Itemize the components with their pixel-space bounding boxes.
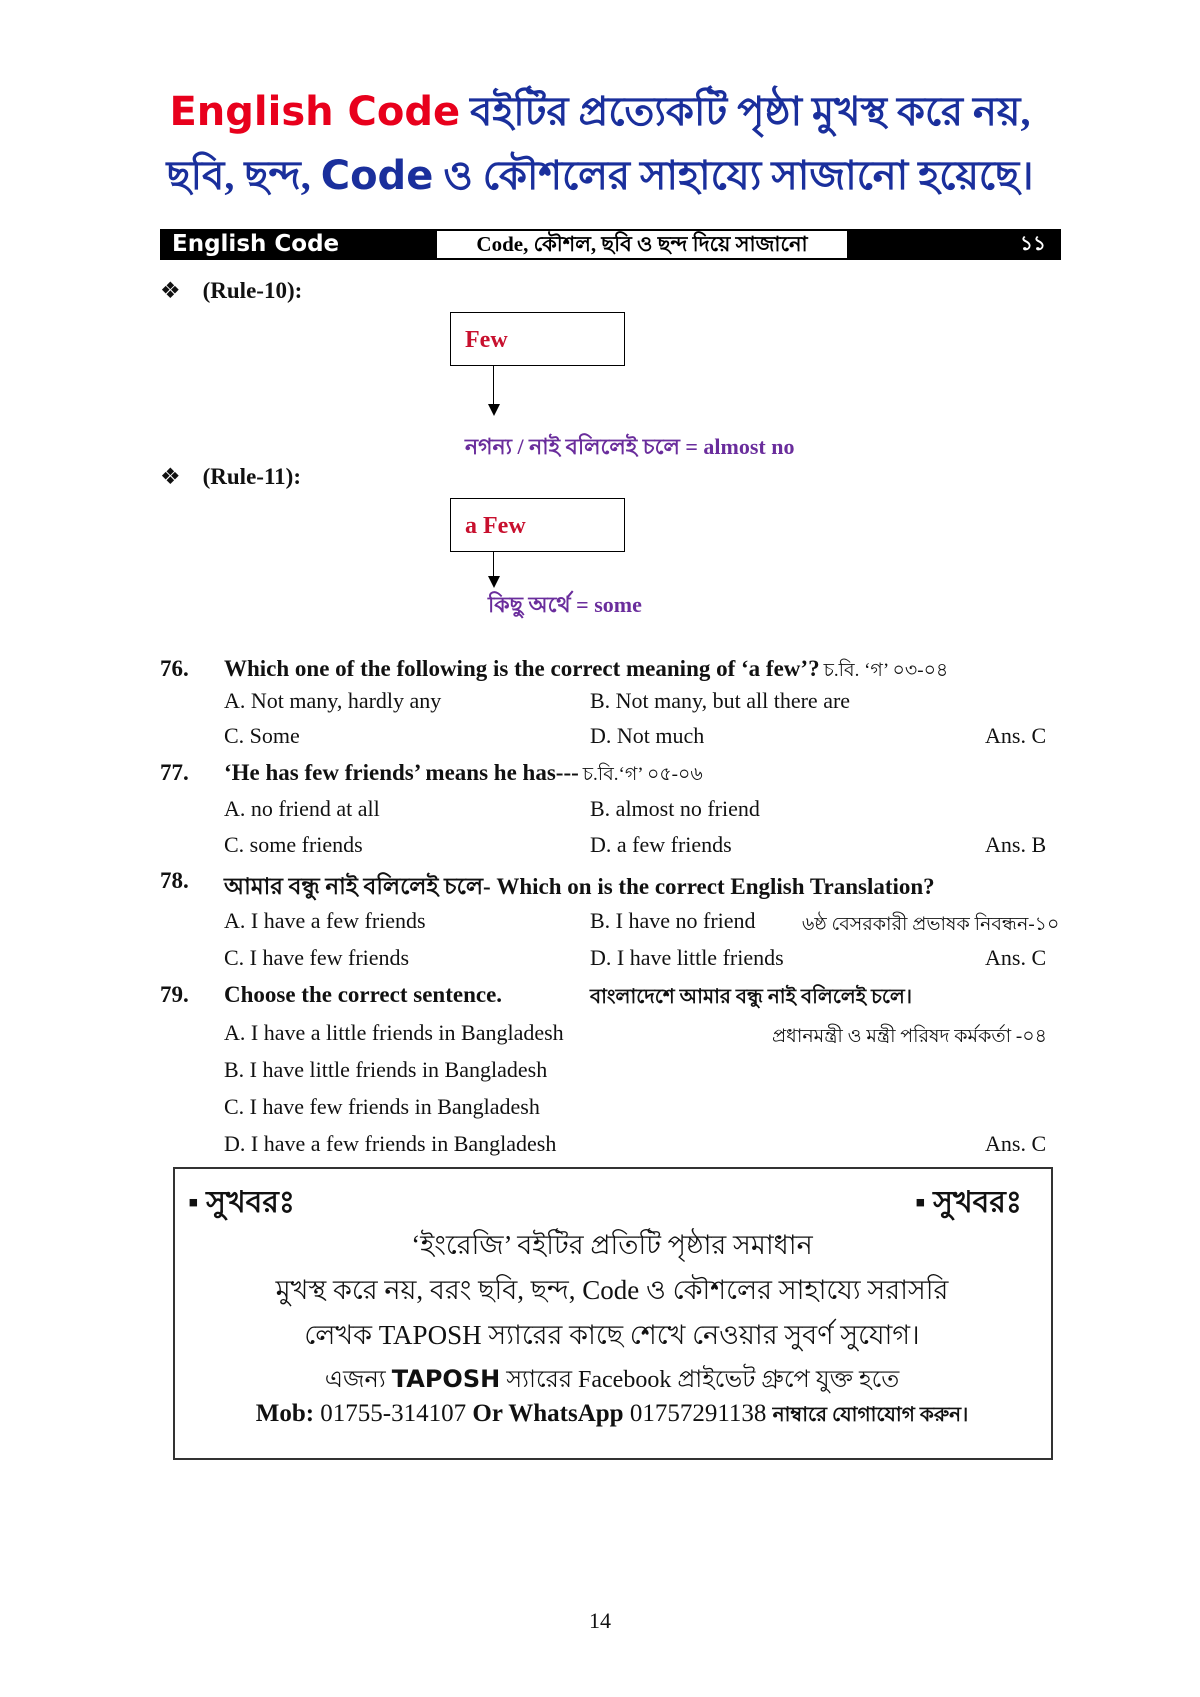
mobile-number: 01755-314107 bbox=[320, 1400, 467, 1427]
headline-line-2-a: ছবি, ছন্দ, bbox=[166, 153, 311, 198]
question-77-option-b: B. almost no friend bbox=[590, 796, 760, 821]
question-77-stem bbox=[224, 760, 703, 792]
headline-line-1 bbox=[0, 80, 1200, 147]
question-77-number: 77. bbox=[160, 760, 189, 785]
question-76-text: Which one of the following is the correct meaning of ‘a few’? bbox=[224, 656, 820, 681]
question-77-option-c: C. some friends bbox=[224, 832, 363, 857]
rule-11-label: (Rule-11): bbox=[202, 464, 301, 489]
question-76-stem bbox=[224, 656, 948, 688]
question-78-option-b: B. I have no friend bbox=[590, 908, 756, 933]
rule-10-box-text: Few bbox=[465, 327, 508, 353]
question-79-option-d: D. I have a few friends in Bangladesh bbox=[224, 1131, 557, 1156]
question-78-number: 78. bbox=[160, 868, 189, 893]
question-76-option-c: C. Some bbox=[224, 723, 300, 748]
question-76-option-b: B. Not many, but all there are bbox=[590, 688, 851, 713]
notice-line-2: মুখস্থ করে নয়, বরং ছবি, ছন্দ, Code ও কৌশলের সাহায্যে সরাসরি bbox=[275, 1275, 949, 1305]
notice-heading-left: ▪ সুখবরঃ bbox=[188, 1186, 295, 1219]
rule-10-arrow-line bbox=[493, 366, 494, 406]
question-78-option-a: A. I have a few friends bbox=[224, 908, 426, 933]
header-bar-subtitle: Code, কৌশল, ছবি ও ছন্দ দিয়ে সাজানো bbox=[436, 230, 848, 259]
headline-line-2-b: ও কৌশলের সাহায্যে সাজানো হয়েছে। bbox=[443, 153, 1034, 198]
whatsapp-label: Or WhatsApp bbox=[472, 1400, 624, 1427]
notice-line-4-a: এজন্য bbox=[324, 1367, 386, 1393]
question-78-text: আমার বন্ধু নাই বলিলেই চলে- Which on is the correct English Translation? bbox=[224, 874, 935, 899]
headline-brand: English Code bbox=[169, 89, 461, 135]
question-76-number: 76. bbox=[160, 656, 189, 681]
notice-line-3: লেখক TAPOSH স্যারের কাছে শেখে নেওয়ার সুবর্ণ সুযোগ। bbox=[304, 1320, 920, 1350]
contact-tail-text: নাম্বারে যোগাযোগ করুন। bbox=[772, 1404, 969, 1426]
question-79-source: প্রধানমন্ত্রী ও মন্ত্রী পরিষদ কর্মকর্তা -০৪ bbox=[772, 1026, 1047, 1047]
question-78-source: ৬ষ্ঠ বেসরকারী প্রভাষক নিবন্ধন-১০ bbox=[802, 914, 1060, 935]
question-78-answer: Ans. C bbox=[985, 945, 1047, 970]
question-77-text: ‘He has few friends’ means he has--- bbox=[224, 760, 579, 785]
notice-line-4 bbox=[173, 1361, 1051, 1401]
header-bar-chapter: ১১ bbox=[1020, 233, 1046, 255]
question-78-option-c: C. I have few friends bbox=[224, 945, 410, 970]
question-79-option-b: B. I have little friends in Bangladesh bbox=[224, 1057, 548, 1082]
notice-line-4-b: স্যারের Facebook প্রাইভেট গ্রুপে যুক্ত হতে bbox=[506, 1367, 900, 1393]
question-76-option-a: A. Not many, hardly any bbox=[224, 688, 442, 713]
question-78-option-d: D. I have little friends bbox=[590, 945, 784, 970]
rule-11-arrow-line bbox=[493, 552, 494, 578]
header-bar-title: English Code bbox=[172, 231, 340, 257]
headline-code-word: Code bbox=[320, 153, 434, 199]
rule-10-meaning: নগন্য / নাই বলিলেই চলে = almost no bbox=[465, 434, 795, 459]
diamond-bullet-icon: ❖ bbox=[160, 278, 181, 303]
question-77-option-d: D. a few friends bbox=[590, 832, 732, 857]
rule-10-box bbox=[450, 312, 625, 366]
question-77-answer: Ans. B bbox=[985, 832, 1047, 857]
question-76-option-d: D. Not much bbox=[590, 723, 705, 748]
notice-line-1: ‘ইংরেজি’ বইটির প্রতিটি পৃষ্ঠার সমাধান bbox=[411, 1230, 813, 1260]
question-79-answer: Ans. C bbox=[985, 1131, 1047, 1156]
diamond-bullet-icon: ❖ bbox=[160, 464, 181, 489]
rule-10-heading bbox=[160, 278, 302, 304]
question-79-text: Choose the correct sentence. bbox=[224, 982, 503, 1007]
notice-heading-right: ▪ সুখবরঃ bbox=[915, 1186, 1022, 1219]
headline-line-1-text: বইটির প্রত্যেকটি পৃষ্ঠা মুখস্থ করে নয়, bbox=[470, 89, 1031, 134]
question-77-source: চ.বি.‘গ’ ০৫-০৬ bbox=[582, 764, 703, 785]
mobile-label: Mob: bbox=[255, 1400, 315, 1427]
rule-11-heading bbox=[160, 464, 301, 490]
notice-author-name: TAPOSH bbox=[391, 1365, 501, 1393]
rule-11-box-text: a Few bbox=[465, 513, 526, 539]
question-76-source: চ.বি. ‘গ’ ০৩-০৪ bbox=[823, 660, 949, 681]
question-77-option-a: A. no friend at all bbox=[224, 796, 380, 821]
page-number: 14 bbox=[589, 1608, 611, 1633]
rule-10-label: (Rule-10): bbox=[202, 278, 303, 303]
headline-line-2 bbox=[0, 144, 1200, 211]
notice-contact-line bbox=[173, 1400, 1051, 1433]
rule-11-box bbox=[450, 498, 625, 552]
whatsapp-number: 01757291138 bbox=[629, 1400, 767, 1427]
question-79-option-a: A. I have a little friends in Bangladesh bbox=[224, 1020, 564, 1045]
question-79-option-c: C. I have few friends in Bangladesh bbox=[224, 1094, 540, 1119]
question-79-bangla: বাংলাদেশে আমার বন্ধু নাই বলিলেই চলে। bbox=[590, 986, 912, 1008]
arrow-down-icon bbox=[488, 576, 500, 588]
arrow-down-icon bbox=[488, 404, 500, 416]
question-79-number: 79. bbox=[160, 982, 189, 1007]
question-76-answer: Ans. C bbox=[985, 723, 1047, 748]
rule-11-meaning: কিছু অর্থে = some bbox=[488, 592, 642, 617]
